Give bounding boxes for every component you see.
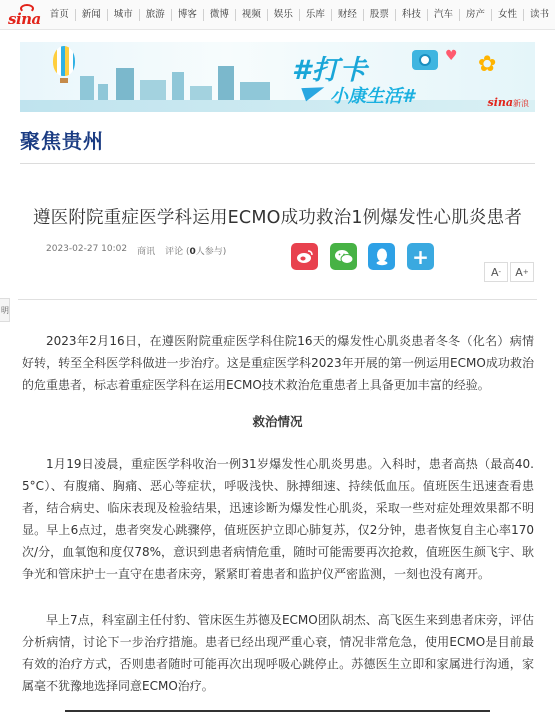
article-meta: [46, 244, 226, 257]
building-silhouette: [140, 80, 166, 102]
nav-item-women[interactable]: 女性: [491, 9, 523, 21]
nav-item-house[interactable]: 房产: [459, 9, 491, 21]
nav-item-ent[interactable]: 娱乐: [267, 9, 299, 21]
nav-items: [44, 9, 555, 21]
nav-item-video[interactable]: 视频: [235, 9, 267, 21]
share-weibo-button[interactable]: [291, 243, 318, 270]
nav-item-city[interactable]: 城市: [107, 9, 139, 21]
nav-item-home[interactable]: 首页: [49, 8, 69, 20]
nav-item-tech[interactable]: 科技: [395, 9, 427, 21]
building-silhouette: [240, 82, 270, 102]
balloon-basket: [60, 78, 68, 83]
wechat-icon: [334, 249, 354, 265]
nav-item-stock[interactable]: 股票: [363, 9, 395, 21]
side-float-tab[interactable]: 明: [0, 298, 10, 322]
share-wechat-button[interactable]: [330, 243, 357, 270]
article-paragraph: 1月19日凌晨，重症医学科收治一例31岁爆发性心肌炎男患。入科时，患者高热（最高40.5°C）、有腹痛、胸痛、恶心等症状，呼吸浅快、脉搏细速、持续低血压。值班医生迅速查看患者，结合病史、临床表现及检验结果，迅速诊断为爆发性心肌炎，采取一些对症处理效果都不明显。早上6点过，患者突发心跳骤停，值班医护立即心肺复苏，仅2分钟，患者恢复自主心率170次/分，血氧饱和度仅78%，意识到患者病情危重，随时可能需要再次抢救，值班医生颜飞宇、耿争光和管床护士一直守在患者床旁，紧紧盯着患者和监护仪严密监测，一刻也没有离开。: [22, 457, 534, 581]
promo-banner[interactable]: [20, 42, 535, 112]
camera-icon: [412, 50, 438, 70]
nav-item-travel[interactable]: 旅游: [139, 9, 171, 21]
building-silhouette: [80, 76, 94, 102]
weibo-icon: [296, 249, 314, 264]
banner-sina-logo: sina新浪: [487, 96, 529, 109]
sina-logo[interactable]: sina: [6, 0, 44, 30]
banner-title: #打卡: [292, 55, 368, 86]
building-silhouette: [116, 68, 134, 102]
building-silhouette: [172, 72, 184, 102]
nav-item-weibo[interactable]: 微博: [203, 9, 235, 21]
content-divider: [18, 299, 537, 300]
article-subheading: 救治情况: [252, 414, 303, 429]
font-increase-button[interactable]: A +: [510, 262, 534, 282]
share-more-button[interactable]: [407, 243, 434, 270]
plus-icon: +: [412, 244, 429, 269]
nav-item-auto[interactable]: 汽车: [427, 9, 459, 21]
nav-item-finance[interactable]: 财经: [331, 9, 363, 21]
font-decrease-button[interactable]: A -: [484, 262, 508, 282]
article-title: 遵医附院重症医学科运用ECMO成功救治1例爆发性心肌炎患者: [32, 208, 523, 228]
building-silhouette: [218, 66, 234, 102]
nav-item-books[interactable]: 读书: [523, 9, 555, 21]
article-source[interactable]: 商讯: [137, 247, 156, 257]
section-title[interactable]: 聚焦贵州: [20, 129, 104, 153]
top-nav-bar: [0, 0, 555, 30]
comment-count: 0: [189, 247, 196, 257]
nav-item-music[interactable]: 乐库: [299, 9, 331, 21]
article-paragraph: 早上7点，科室副主任付豹、管床医生苏德及ECMO团队胡杰、高飞医生来到患者床旁，评估分析病情，讨论下一步治疗措施。患者已经出现严重心衰，情况非常危急，使用ECMO是目前最有效的治疗方式，否则患者随时可能再次出现呼吸心跳停止。苏德医生立即和家属进行沟通，家属毫不犹豫地选择同意ECMO治疗。: [22, 613, 534, 693]
nav-item-news[interactable]: 新闻: [75, 9, 107, 21]
section-divider: [20, 163, 535, 164]
heart-icon: ♥: [445, 48, 458, 64]
hot-air-balloon-icon: [53, 46, 75, 76]
comment-link[interactable]: 评论 (0人参与): [165, 247, 227, 257]
flower-icon: ✿: [478, 52, 497, 77]
article-date: 2023-02-27 10:02: [46, 244, 128, 254]
bottom-scroll-indicator: [65, 710, 490, 712]
banner-subtitle: 小康生活#: [330, 86, 415, 107]
article-paragraph: 2023年2月16日，在遵医附院重症医学科住院16天的爆发性心肌炎患者冬冬（化名）病情好转，转至全科医学科做进一步治疗。这是重症医学科2023年开展的第一例运用ECMO成功救治的危重患者，标志着重症医学科在运用ECMO技术救治危重患者上具备更加丰富的经验。: [22, 334, 534, 392]
share-qq-button[interactable]: [368, 243, 395, 270]
banner-ground: [20, 100, 535, 112]
nav-item-blog[interactable]: 博客: [171, 9, 203, 21]
qq-icon: [375, 248, 389, 266]
